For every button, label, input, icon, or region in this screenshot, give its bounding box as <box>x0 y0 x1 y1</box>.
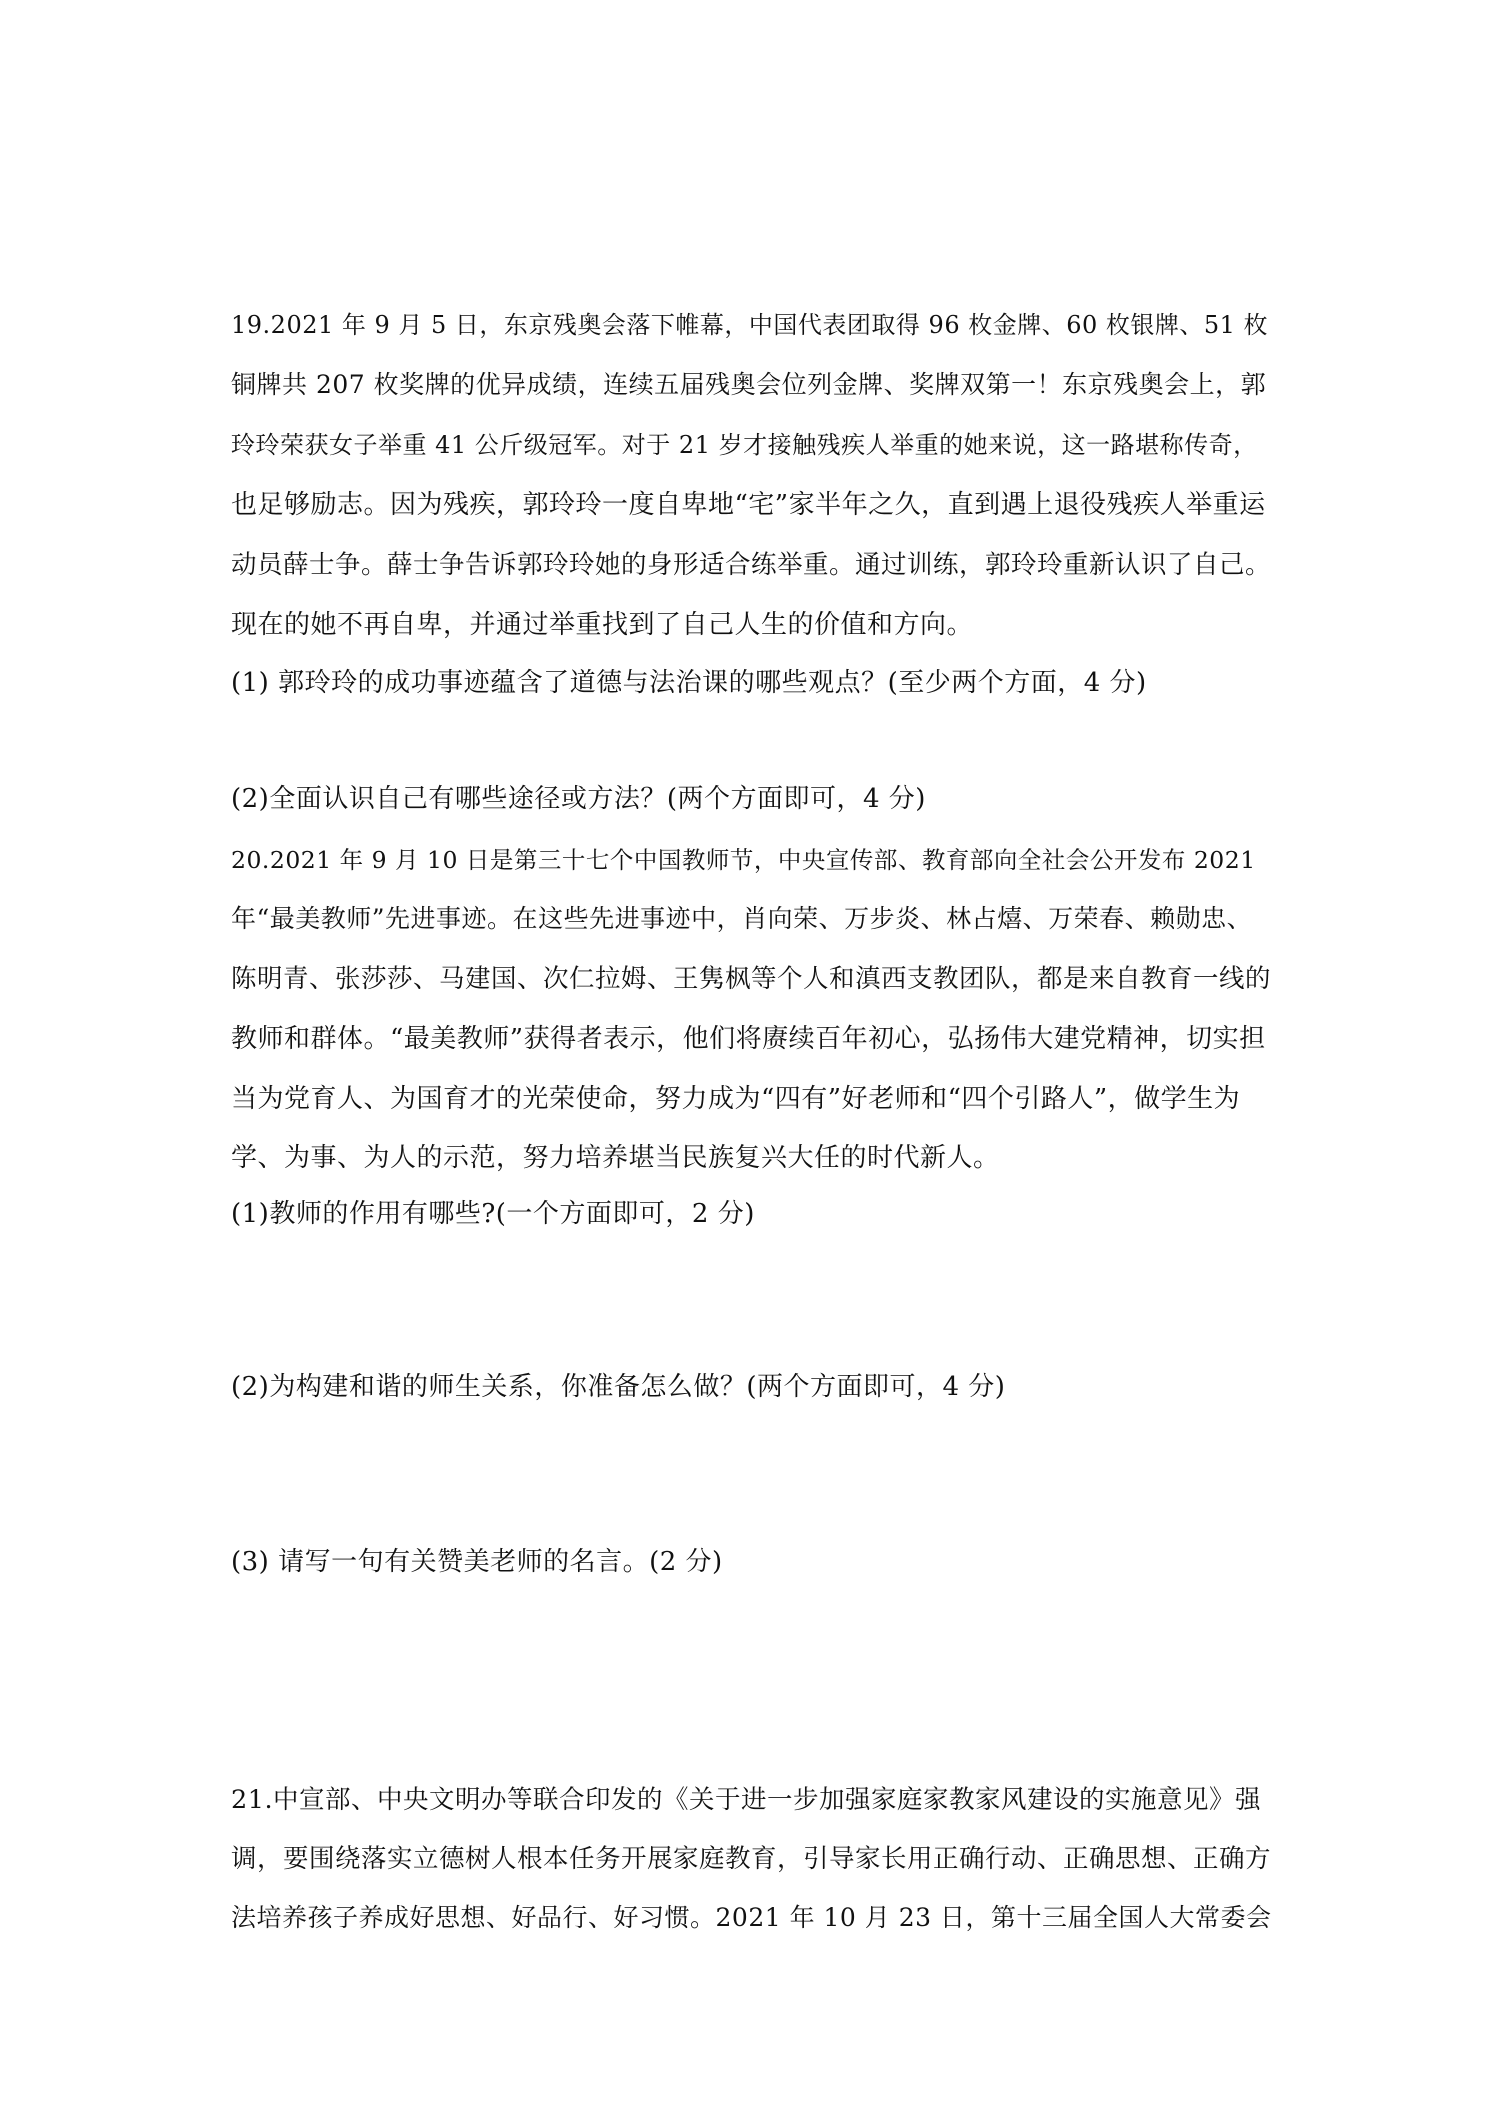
q19-line-1: 19.2021 年 9 月 5 日，东京残奥会落下帷幕，中国代表团取得 96 枚金牌、60 枚银牌、51 枚 <box>231 311 1269 339</box>
q20-subquestion-1: (1)教师的作用有哪些?(一个方面即可，2 分) <box>231 1199 755 1229</box>
q19-line-3: 玲玲荣获女子举重 41 公斤级冠军。对于 21 岁才接触残疾人举重的她来说，这一路堪称传奇， <box>231 431 1258 459</box>
q19-subquestion-2: (2)全面认识自己有哪些途径或方法？(两个方面即可，4 分) <box>231 784 926 814</box>
q20-line-5: 当为党育人、为国育才的光荣使命，努力成为“四有”好老师和“四个引路人”，做学生为 <box>231 1084 1241 1114</box>
q20-line-4: 教师和群体。“最美教师”获得者表示，他们将赓续百年初心，弘扬伟大建党精神，切实担 <box>231 1024 1266 1054</box>
q20-line-6: 学、为事、为人的示范，努力培养堪当民族复兴大任的时代新人。 <box>231 1143 1000 1173</box>
q19-line-6: 现在的她不再自卑，并通过举重找到了自己人生的价值和方向。 <box>231 610 974 640</box>
q21-line-2: 调，要围绕落实立德树人根本任务开展家庭教育，引导家长用正确行动、正确思想、正确方 <box>231 1844 1272 1874</box>
q19-line-4: 也足够励志。因为残疾，郭玲玲一度自卑地“宅”家半年之久，直到遇上退役残疾人举重运 <box>231 490 1266 520</box>
q20-line-3: 陈明青、张莎莎、马建国、次仁拉姆、王隽枫等个人和滇西支教团队，都是来自教育一线的 <box>231 964 1272 994</box>
q20-line-2: 年“最美教师”先进事迹。在这些先进事迹中，肖向荣、万步炎、林占熺、万荣春、赖勋忠、 <box>231 904 1253 933</box>
q19-line-2: 铜牌共 207 枚奖牌的优异成绩，连续五届残奥会位列金牌、奖牌双第一！东京残奥会上，郭 <box>231 370 1267 399</box>
q21-line-1: 21.中宣部、中央文明办等联合印发的《关于进一步加强家庭家教家风建设的实施意见》强 <box>231 1785 1262 1815</box>
q20-line-1: 20.2021 年 9 月 10 日是第三十七个中国教师节，中央宣传部、教育部向全社会公开发布 2021 <box>231 846 1256 874</box>
q20-subquestion-2: (2)为构建和谐的师生关系，你准备怎么做？(两个方面即可，4 分) <box>231 1372 1006 1402</box>
q19-subquestion-1: (1) 郭玲玲的成功事迹蕴含了道德与法治课的哪些观点？(至少两个方面，4 分) <box>231 668 1147 698</box>
q19-line-5: 动员薛士争。薛士争告诉郭玲玲她的身形适合练举重。通过训练，郭玲玲重新认识了自己。 <box>231 550 1272 580</box>
q20-subquestion-3: (3) 请写一句有关赞美老师的名言。(2 分) <box>231 1547 723 1577</box>
q21-line-3: 法培养孩子养成好思想、好品行、好习惯。2021 年 10 月 23 日，第十三届全国人大常委会 <box>231 1903 1272 1932</box>
